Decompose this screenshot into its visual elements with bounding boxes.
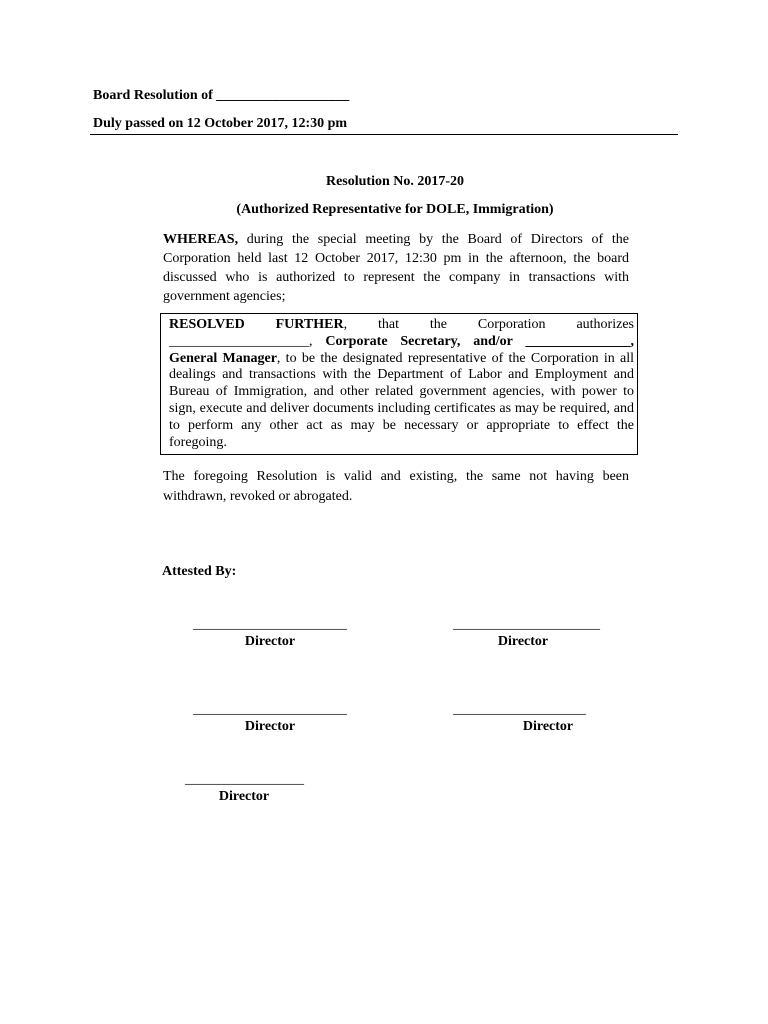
resolved-text-2: , to be the designated representative of the Corporation in all dealings and transactions with the Department of Labor and Employment and Bureau of Immigration, and other related government agencies, with power to sign, execute and deliver documents including certificates as may be required, and to perform any other act as may be necessary or appropriate to effect the foregoing. (169, 350, 634, 450)
resolved-bold-2: General Manager (169, 350, 277, 366)
signature-block-2 (453, 617, 600, 650)
resolved-paragraph (169, 317, 634, 451)
signature-title: Director (218, 789, 270, 804)
signature-line: ______________________ (193, 617, 347, 632)
signature-title: Director (244, 719, 296, 734)
signature-line: _____________________ (453, 617, 600, 632)
resolved-lead: RESOLVED FURTHER (169, 317, 344, 332)
foregoing-paragraph: The foregoing Resolution is valid and existing, the same not having been withdrawn, revoked or abrogated. (163, 469, 629, 504)
signature-line: ___________________ (453, 702, 586, 717)
signature-block-4 (453, 703, 623, 735)
whereas-text: during the special meeting by the Board of Directors of the Corporation held last 12 October 2017, 12:30 pm in the afternoon, the board discussed who is authorized to represent the company in transactions with government agencies; (163, 232, 629, 304)
attested-by-label: Attested By: (162, 564, 237, 579)
whereas-lead: WHEREAS, (163, 232, 239, 247)
resolved-bold-1: Corporate Secretary, and/or _______________, (325, 333, 634, 349)
signature-title: Director (522, 719, 574, 734)
signature-title: Director (244, 634, 296, 649)
resolution-subject: (Authorized Representative for DOLE, Immigration) (236, 202, 554, 217)
passed-date-line: Duly passed on 12 October 2017, 12:30 pm (93, 116, 348, 131)
board-resolution-title: Board Resolution of ___________________ (93, 88, 350, 103)
signature-line: _________________ (185, 772, 304, 787)
resolved-text-1: , that the Corporation authorizes ____________________, (169, 317, 634, 349)
signature-block-1 (190, 618, 350, 650)
signature-block-3 (190, 703, 350, 735)
signature-line: ______________________ (193, 702, 347, 717)
signature-title: Director (497, 634, 549, 649)
resolution-number: Resolution No. 2017-20 (325, 174, 465, 189)
header-divider (90, 134, 678, 135)
whereas-paragraph (163, 230, 629, 306)
signature-block-5 (184, 773, 304, 805)
